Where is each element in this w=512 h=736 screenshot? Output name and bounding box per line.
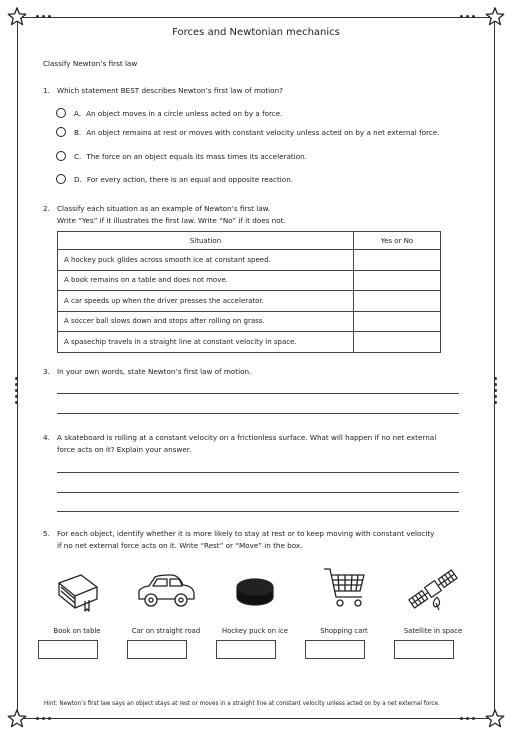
option-c[interactable] — [56, 149, 307, 163]
satellite-icon — [403, 563, 463, 615]
answer-box[interactable] — [38, 640, 98, 659]
answer-cell[interactable] — [354, 311, 441, 332]
question-5 — [43, 528, 434, 551]
question-2 — [43, 203, 286, 226]
table-header-row — [58, 232, 441, 250]
table-row — [58, 250, 441, 271]
table-row — [58, 270, 441, 291]
answer-box[interactable] — [305, 640, 365, 659]
question-1 — [43, 85, 283, 97]
situation-cell: A soccer ball slows down and stops after rolling on grass. — [58, 311, 354, 332]
object-label: Shopping cart — [320, 627, 368, 635]
situation-cell: A hockey puck glides across smooth ice at constant speed. — [58, 250, 354, 271]
object-shopping-cart — [299, 563, 389, 635]
border-dots — [460, 15, 475, 18]
object-book — [32, 563, 122, 635]
situation-cell: A book remains on a table and does not move. — [58, 270, 354, 291]
object-label: Book on table — [53, 627, 101, 635]
answer-line[interactable] — [57, 472, 459, 473]
question-number: 2. — [43, 204, 50, 213]
star-icon — [6, 6, 28, 28]
question-text: Which statement BEST describes Newton’s first law of motion? — [57, 86, 283, 95]
answer-box[interactable] — [127, 640, 187, 659]
table-row — [58, 291, 441, 312]
radio-button[interactable] — [56, 108, 66, 118]
question-number: 4. — [43, 433, 50, 442]
column-header-yes-no: Yes or No — [354, 232, 441, 250]
shopping-cart-icon — [316, 563, 372, 615]
border-dots — [36, 717, 51, 720]
star-icon — [484, 6, 506, 28]
option-letter: B. — [74, 127, 82, 137]
question-text: A skateboard is rolling at a constant velocity on a frictionless surface. What will happen if no net external — [57, 433, 437, 442]
hockey-puck-icon — [227, 563, 283, 615]
answer-cell[interactable] — [354, 291, 441, 312]
question-text-continued: force acts on it? Explain your answer. — [57, 444, 192, 454]
question-text: For each object, identify whether it is more likely to stay at rest or to keep moving with constant velocity — [57, 529, 435, 538]
option-letter: C. — [74, 151, 82, 161]
answer-box[interactable] — [394, 640, 454, 659]
radio-button[interactable] — [56, 174, 66, 184]
answer-line[interactable] — [57, 413, 459, 414]
car-icon — [133, 563, 199, 615]
answer-line[interactable] — [57, 393, 459, 394]
answer-cell[interactable] — [354, 250, 441, 271]
question-text: Classify each situation as an example of Newton’s first law. — [57, 204, 271, 213]
question-instructions: Write “Yes” if it illustrates the first law. Write “No” if it does not. — [57, 215, 286, 225]
radio-button[interactable] — [56, 127, 66, 137]
object-label: Hockey puck on ice — [222, 627, 288, 635]
question-text: In your own words, state Newton’s first law of motion. — [57, 367, 252, 376]
border-dots — [460, 717, 475, 720]
question-number: 5. — [43, 529, 50, 538]
situation-cell: A car speeds up when the driver presses the accelerator. — [58, 291, 354, 312]
column-header-situation: Situation — [58, 232, 354, 250]
answer-line[interactable] — [57, 511, 459, 512]
answer-cell[interactable] — [354, 332, 441, 353]
question-number: 3. — [43, 367, 50, 376]
option-a[interactable] — [56, 106, 282, 120]
answer-box[interactable] — [216, 640, 276, 659]
book-icon — [49, 563, 105, 615]
object-hockey-puck — [210, 563, 300, 635]
star-icon — [6, 708, 28, 730]
situation-table — [57, 231, 441, 353]
object-car — [121, 563, 211, 635]
answer-line[interactable] — [57, 492, 459, 493]
question-4 — [43, 432, 436, 455]
option-text: The force on an object equals its mass times its acceleration. — [86, 151, 307, 161]
section-subtitle: Classify Newton’s first law — [43, 59, 138, 68]
option-letter: D. — [74, 174, 82, 184]
option-text: An object moves in a circle unless acted on by a force. — [86, 108, 283, 118]
option-b[interactable] — [56, 125, 439, 139]
table-row — [58, 311, 441, 332]
star-icon — [484, 708, 506, 730]
border-dots — [15, 377, 18, 404]
table-row — [58, 332, 441, 353]
border-dots — [36, 15, 51, 18]
object-satellite — [388, 563, 478, 635]
option-letter: A. — [74, 108, 82, 118]
object-label: Satellite in space — [403, 627, 463, 635]
question-text-continued: if no net external force acts on it. Write “Rest” or “Move” in the box. — [57, 540, 303, 550]
option-text: For every action, there is an equal and opposite reaction. — [86, 174, 294, 184]
radio-button[interactable] — [56, 151, 66, 161]
situation-cell: A spasechip travels in a straight line at constant velocity in space. — [58, 332, 354, 353]
page-title: Forces and Newtonian mechanics — [172, 27, 340, 38]
object-label: Car on straight road — [131, 627, 201, 635]
option-text: An object remains at rest or moves with constant velocity unless acted on by a net external force. — [86, 127, 440, 137]
option-d[interactable] — [56, 172, 293, 186]
border-dots — [494, 377, 497, 404]
hint-text: Hint: Newton’s first law says an object stays at rest or moves in a straight line at constant velocity unless acted on by a net external force. — [44, 701, 440, 707]
question-3 — [43, 366, 251, 378]
answer-cell[interactable] — [354, 270, 441, 291]
question-number: 1. — [43, 86, 50, 95]
